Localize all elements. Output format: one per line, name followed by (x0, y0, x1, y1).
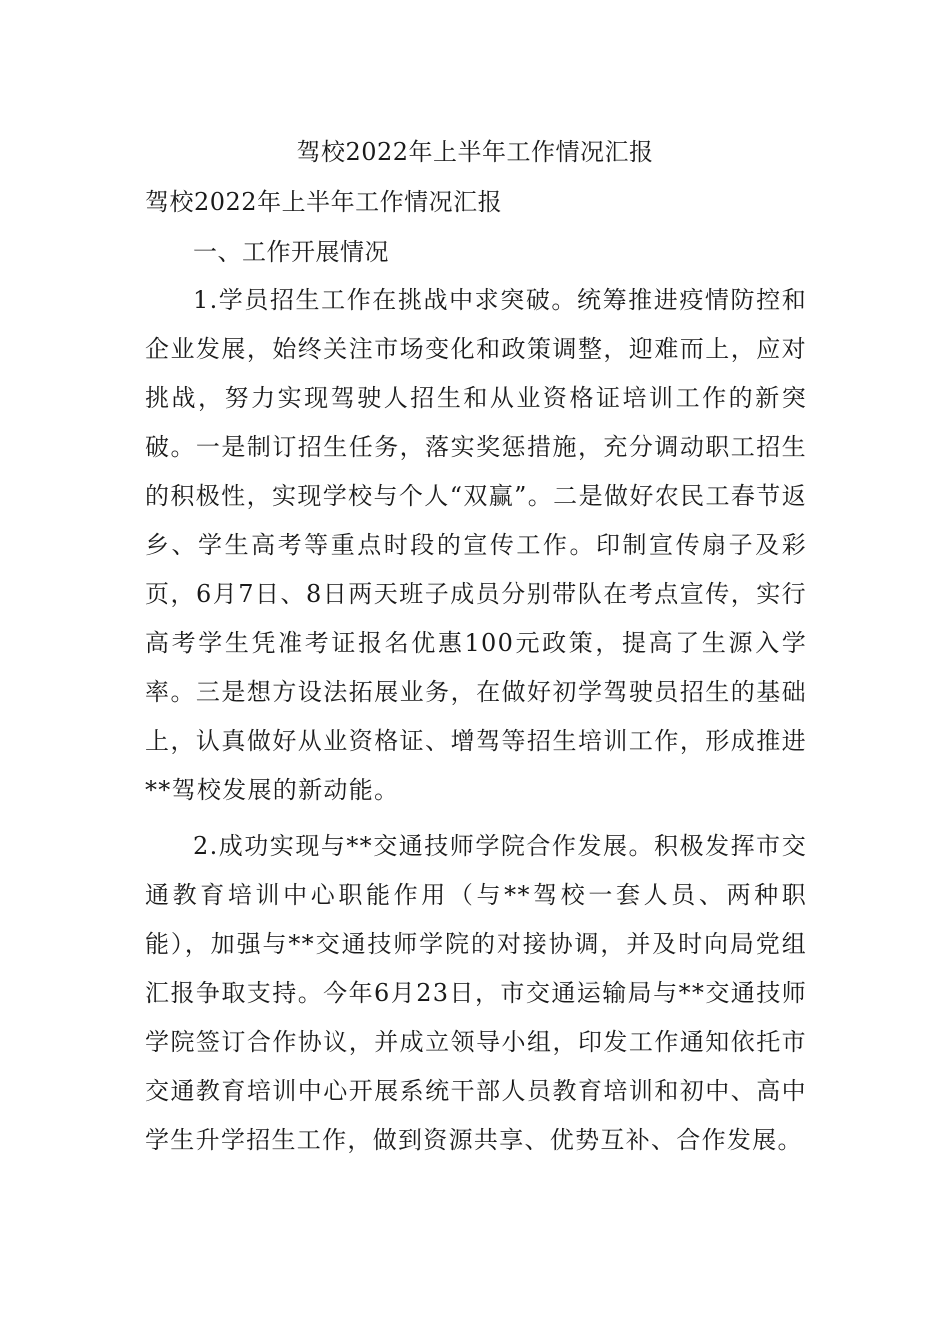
document-title: 驾校2022年上半年工作情况汇报 (296, 138, 654, 166)
document-subtitle: 驾校2022年上半年工作情况汇报 (145, 188, 503, 216)
section-heading: 一、工作开展情况 (193, 238, 389, 266)
body-paragraph-2: 2.成功实现与**交通技师学院合作发展。积极发挥市交通教育培训中心职能作用（与**驾校一套人员、两种职能），加强与**交通技师学院的对接协调，并及时向局党组汇报争取支持。今年6月23日，市交通运输局与**交通技师学院签订合作协议，并成立领导小组，印发工作通知依托市交通教育培训中心开展系统干部人员教育培训和初中、高中学生升学招生工作，做到资源共享、优势互补、合作发展。 (145, 832, 807, 1154)
body-paragraph-1: 1.学员招生工作在挑战中求突破。统筹推进疫情防控和企业发展，始终关注市场变化和政策调整，迎难而上，应对挑战，努力实现驾驶人招生和从业资格证培训工作的新突破。一是制订招生任务，落实奖惩措施，充分调动职工招生的积极性，实现学校与个人“双赢”。二是做好农民工春节返乡、学生高考等重点时段的宣传工作。印制宣传扇子及彩页，6月7日、8日两天班子成员分别带队在考点宣传，实行高考学生凭准考证报名优惠100元政策，提高了生源入学率。三是想方设法拓展业务，在做好初学驾驶员招生的基础上，认真做好从业资格证、增驾等招生培训工作，形成推进**驾校发展的新动能。 (145, 286, 807, 804)
